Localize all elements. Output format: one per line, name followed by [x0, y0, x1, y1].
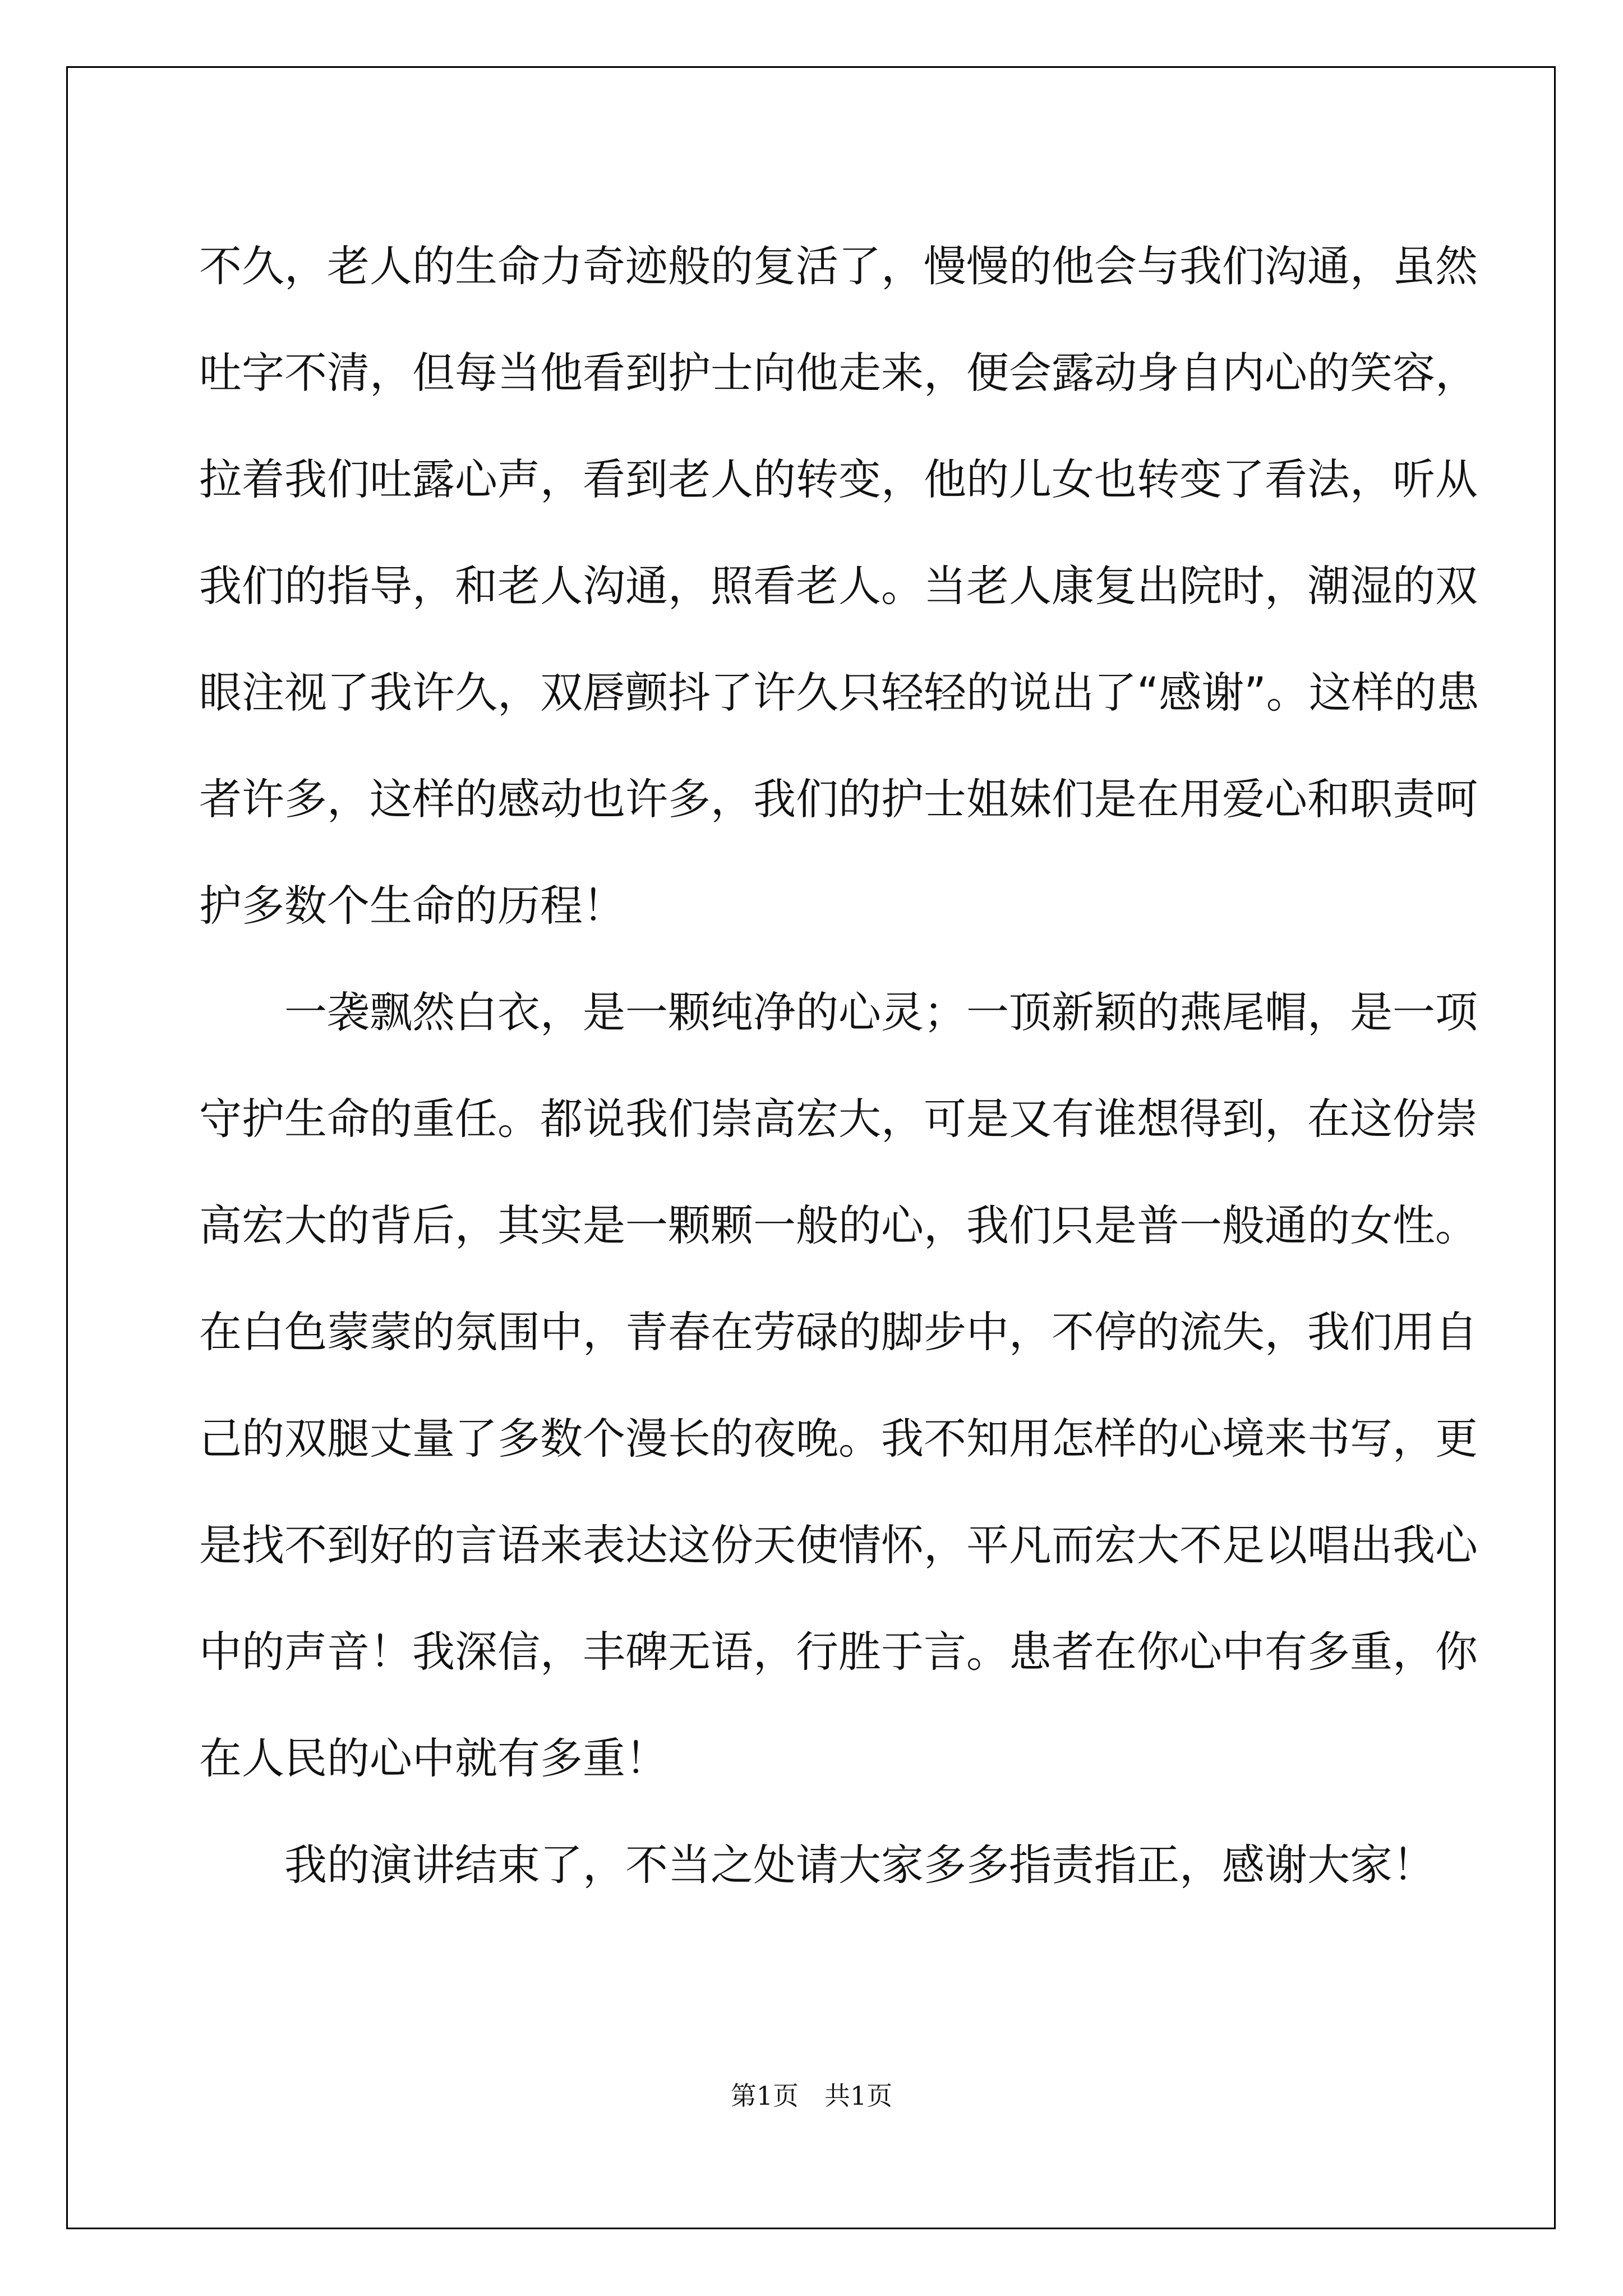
paragraph-2-line-8: 在人民的心中就有多重！ [199, 1733, 668, 1783]
document-body [199, 213, 1479, 1918]
paragraph-1-line-2: 吐字不清，但每当他看到护士向他走来，便会露动身自内心的笑容， [199, 348, 1478, 398]
page-footer: 第1页 共1页 [730, 2081, 893, 2111]
paragraph-2-line-4: 在白色蒙蒙的氛围中，青春在劳碌的脚步中，不停的流失，我们用自 [199, 1307, 1478, 1357]
paragraph-2-line-2: 守护生命的重任。都说我们崇高宏大，可是又有谁想得到，在这份崇 [199, 1094, 1478, 1144]
paragraph-2-line-5: 己的双腿丈量了多数个漫长的夜晚。我不知用怎样的心境来书写，更 [199, 1414, 1478, 1464]
paragraph-1-line-4: 我们的指导，和老人沟通，照看老人。当老人康复出院时，潮湿的双 [199, 561, 1478, 611]
paragraph-2-line-1: 一袭飘然白衣，是一颗纯净的心灵；一顶新颖的燕尾帽，是一项 [284, 987, 1478, 1037]
paragraph-1-line-6: 者许多，这样的感动也许多，我们的护士姐妹们是在用爱心和职责呵 [199, 774, 1478, 824]
paragraph-1-line-5: 眼注视了我许久，双唇颤抖了许久只轻轻的说出了“感谢”。这样的患 [199, 668, 1479, 717]
paragraph-2-line-6: 是找不到好的言语来表达这份天使情怀，平凡而宏大不足以唱出我心 [199, 1520, 1478, 1570]
paragraph-1-line-7: 护多数个生命的历程！ [199, 881, 625, 931]
paragraph-1-line-3: 拉着我们吐露心声，看到老人的转变，他的儿女也转变了看法，听从 [199, 454, 1478, 504]
paragraph-2-line-7: 中的声音！我深信，丰碑无语，行胜于言。患者在你心中有多重，你 [199, 1627, 1478, 1677]
paragraph-2-line-3: 高宏大的背后，其实是一颗颗一般的心，我们只是普一般通的女性。 [199, 1200, 1478, 1250]
paragraph-3-line-1: 我的演讲结束了，不当之处请大家多多指责指正，感谢大家！ [284, 1840, 1435, 1890]
paragraph-1-line-1: 不久，老人的生命力奇迹般的复活了，慢慢的他会与我们沟通，虽然 [199, 241, 1478, 291]
